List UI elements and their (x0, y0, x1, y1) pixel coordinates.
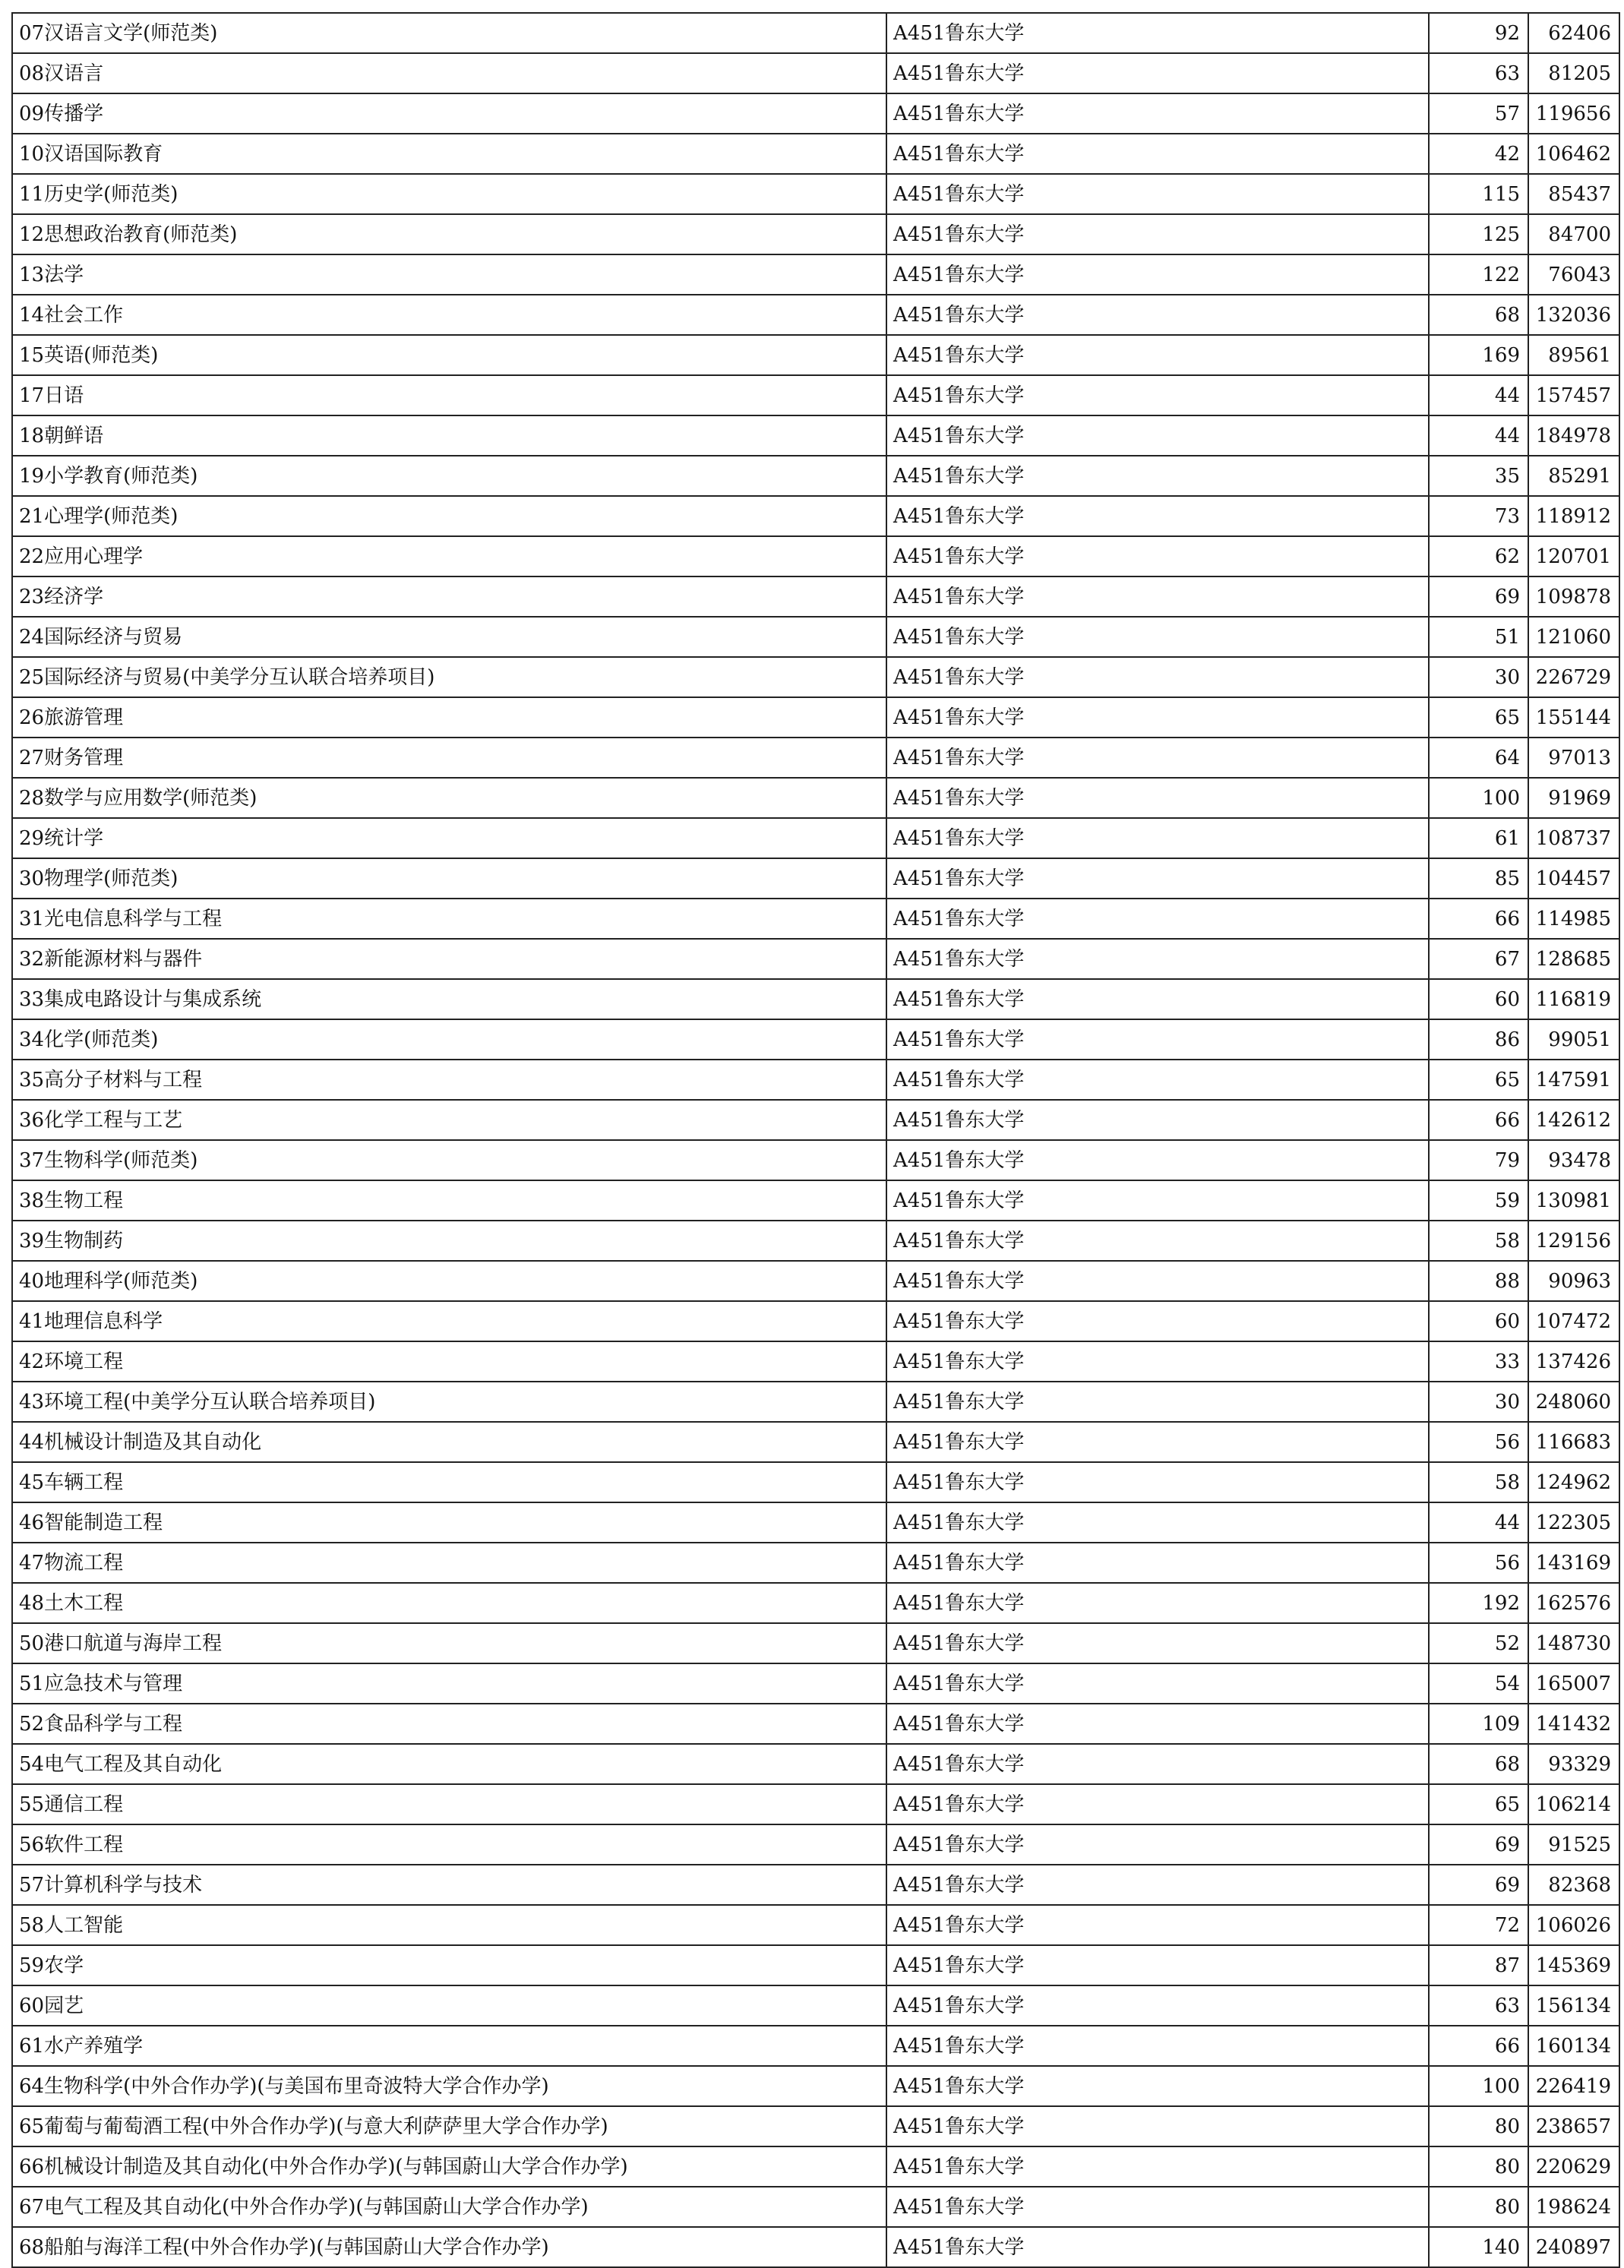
min-rank-cell: 145369 (1528, 1945, 1619, 1985)
school-cell: A451鲁东大学 (886, 174, 1429, 214)
plan-count-cell: 64 (1429, 738, 1528, 778)
min-rank-cell: 82368 (1528, 1865, 1619, 1905)
major-cell: 25国际经济与贸易(中美学分互认联合培养项目) (12, 657, 886, 697)
school-cell: A451鲁东大学 (886, 93, 1429, 134)
school-cell: A451鲁东大学 (886, 536, 1429, 576)
school-cell: A451鲁东大学 (886, 858, 1429, 899)
school-cell: A451鲁东大学 (886, 375, 1429, 415)
major-cell: 12思想政治教育(师范类) (12, 214, 886, 254)
major-cell: 14社会工作 (12, 295, 886, 335)
table-row (12, 576, 1619, 617)
major-cell: 56软件工程 (12, 1824, 886, 1865)
min-rank-cell: 114985 (1528, 899, 1619, 939)
major-cell: 19小学教育(师范类) (12, 456, 886, 496)
table-row (12, 254, 1619, 295)
major-cell: 17日语 (12, 375, 886, 415)
major-cell: 10汉语国际教育 (12, 134, 886, 174)
min-rank-cell: 162576 (1528, 1583, 1619, 1623)
major-cell: 26旅游管理 (12, 697, 886, 738)
major-cell: 55通信工程 (12, 1784, 886, 1824)
table-row (12, 697, 1619, 738)
school-cell: A451鲁东大学 (886, 214, 1429, 254)
min-rank-cell: 141432 (1528, 1704, 1619, 1744)
school-cell: A451鲁东大学 (886, 415, 1429, 456)
table-row (12, 295, 1619, 335)
plan-count-cell: 122 (1429, 254, 1528, 295)
min-rank-cell: 157457 (1528, 375, 1619, 415)
min-rank-cell: 91969 (1528, 778, 1619, 818)
school-cell: A451鲁东大学 (886, 1583, 1429, 1623)
table-row (12, 13, 1619, 53)
plan-count-cell: 100 (1429, 2066, 1528, 2106)
plan-count-cell: 169 (1429, 335, 1528, 375)
school-cell: A451鲁东大学 (886, 1824, 1429, 1865)
plan-count-cell: 86 (1429, 1019, 1528, 1060)
major-cell: 22应用心理学 (12, 536, 886, 576)
table-row (12, 1583, 1619, 1623)
school-cell: A451鲁东大学 (886, 939, 1429, 979)
table-row (12, 134, 1619, 174)
table-row (12, 2026, 1619, 2066)
major-cell: 57计算机科学与技术 (12, 1865, 886, 1905)
min-rank-cell: 137426 (1528, 1341, 1619, 1382)
school-cell: A451鲁东大学 (886, 1985, 1429, 2026)
school-cell: A451鲁东大学 (886, 1341, 1429, 1382)
plan-count-cell: 65 (1429, 1784, 1528, 1824)
school-cell: A451鲁东大学 (886, 1140, 1429, 1180)
plan-count-cell: 63 (1429, 1985, 1528, 2026)
school-cell: A451鲁东大学 (886, 456, 1429, 496)
table-row (12, 979, 1619, 1019)
school-cell: A451鲁东大学 (886, 1865, 1429, 1905)
plan-count-cell: 58 (1429, 1221, 1528, 1261)
plan-count-cell: 73 (1429, 496, 1528, 536)
plan-count-cell: 125 (1429, 214, 1528, 254)
school-cell: A451鲁东大学 (886, 254, 1429, 295)
table-row (12, 415, 1619, 456)
table-row (12, 214, 1619, 254)
min-rank-cell: 93329 (1528, 1744, 1619, 1784)
table-row (12, 818, 1619, 858)
min-rank-cell: 89561 (1528, 335, 1619, 375)
min-rank-cell: 85291 (1528, 456, 1619, 496)
table-row (12, 2227, 1619, 2267)
plan-count-cell: 92 (1429, 13, 1528, 53)
school-cell: A451鲁东大学 (886, 697, 1429, 738)
plan-count-cell: 58 (1429, 1462, 1528, 1502)
major-cell: 24国际经济与贸易 (12, 617, 886, 657)
plan-count-cell: 30 (1429, 657, 1528, 697)
plan-count-cell: 65 (1429, 697, 1528, 738)
table-row (12, 657, 1619, 697)
major-cell: 54电气工程及其自动化 (12, 1744, 886, 1784)
table-row (12, 2106, 1619, 2146)
school-cell: A451鲁东大学 (886, 1019, 1429, 1060)
min-rank-cell: 108737 (1528, 818, 1619, 858)
table-row (12, 1261, 1619, 1301)
table-row (12, 1060, 1619, 1100)
school-cell: A451鲁东大学 (886, 2227, 1429, 2267)
school-cell: A451鲁东大学 (886, 1623, 1429, 1663)
plan-count-cell: 85 (1429, 858, 1528, 899)
min-rank-cell: 116683 (1528, 1422, 1619, 1462)
major-cell: 35高分子材料与工程 (12, 1060, 886, 1100)
table-row (12, 53, 1619, 93)
plan-count-cell: 66 (1429, 2026, 1528, 2066)
school-cell: A451鲁东大学 (886, 1543, 1429, 1583)
school-cell: A451鲁东大学 (886, 899, 1429, 939)
major-cell: 36化学工程与工艺 (12, 1100, 886, 1140)
plan-count-cell: 87 (1429, 1945, 1528, 1985)
school-cell: A451鲁东大学 (886, 53, 1429, 93)
plan-count-cell: 59 (1429, 1180, 1528, 1221)
table-row (12, 1140, 1619, 1180)
min-rank-cell: 84700 (1528, 214, 1619, 254)
plan-count-cell: 66 (1429, 1100, 1528, 1140)
major-cell: 37生物科学(师范类) (12, 1140, 886, 1180)
school-cell: A451鲁东大学 (886, 2187, 1429, 2227)
school-cell: A451鲁东大学 (886, 1945, 1429, 1985)
major-cell: 38生物工程 (12, 1180, 886, 1221)
table-row (12, 899, 1619, 939)
school-cell: A451鲁东大学 (886, 818, 1429, 858)
min-rank-cell: 226419 (1528, 2066, 1619, 2106)
min-rank-cell: 220629 (1528, 2146, 1619, 2187)
min-rank-cell: 142612 (1528, 1100, 1619, 1140)
school-cell: A451鲁东大学 (886, 1180, 1429, 1221)
major-cell: 18朝鲜语 (12, 415, 886, 456)
min-rank-cell: 238657 (1528, 2106, 1619, 2146)
school-cell: A451鲁东大学 (886, 1382, 1429, 1422)
min-rank-cell: 156134 (1528, 1985, 1619, 2026)
plan-count-cell: 56 (1429, 1422, 1528, 1462)
major-cell: 59农学 (12, 1945, 886, 1985)
table-row (12, 1784, 1619, 1824)
plan-count-cell: 68 (1429, 1744, 1528, 1784)
plan-count-cell: 57 (1429, 93, 1528, 134)
school-cell: A451鲁东大学 (886, 1462, 1429, 1502)
plan-count-cell: 54 (1429, 1663, 1528, 1704)
plan-count-cell: 69 (1429, 576, 1528, 617)
table-row (12, 1865, 1619, 1905)
school-cell: A451鲁东大学 (886, 1663, 1429, 1704)
plan-count-cell: 109 (1429, 1704, 1528, 1744)
table-row (12, 1945, 1619, 1985)
school-cell: A451鲁东大学 (886, 979, 1429, 1019)
plan-count-cell: 60 (1429, 979, 1528, 1019)
plan-count-cell: 44 (1429, 375, 1528, 415)
plan-count-cell: 35 (1429, 456, 1528, 496)
school-cell: A451鲁东大学 (886, 1905, 1429, 1945)
table-row (12, 375, 1619, 415)
min-rank-cell: 107472 (1528, 1301, 1619, 1341)
admission-table (11, 12, 1620, 2268)
major-cell: 23经济学 (12, 576, 886, 617)
major-cell: 52食品科学与工程 (12, 1704, 886, 1744)
school-cell: A451鲁东大学 (886, 1221, 1429, 1261)
major-cell: 68船舶与海洋工程(中外合作办学)(与韩国蔚山大学合作办学) (12, 2227, 886, 2267)
table-row (12, 1180, 1619, 1221)
plan-count-cell: 63 (1429, 53, 1528, 93)
table-row (12, 2066, 1619, 2106)
major-cell: 64生物科学(中外合作办学)(与美国布里奇波特大学合作办学) (12, 2066, 886, 2106)
table-row (12, 1905, 1619, 1945)
plan-count-cell: 68 (1429, 295, 1528, 335)
school-cell: A451鲁东大学 (886, 778, 1429, 818)
table-row (12, 335, 1619, 375)
min-rank-cell: 116819 (1528, 979, 1619, 1019)
table-row (12, 536, 1619, 576)
school-cell: A451鲁东大学 (886, 1422, 1429, 1462)
major-cell: 58人工智能 (12, 1905, 886, 1945)
school-cell: A451鲁东大学 (886, 1261, 1429, 1301)
min-rank-cell: 104457 (1528, 858, 1619, 899)
min-rank-cell: 119656 (1528, 93, 1619, 134)
school-cell: A451鲁东大学 (886, 13, 1429, 53)
major-cell: 39生物制药 (12, 1221, 886, 1261)
min-rank-cell: 184978 (1528, 415, 1619, 456)
school-cell: A451鲁东大学 (886, 134, 1429, 174)
plan-count-cell: 140 (1429, 2227, 1528, 2267)
major-cell: 28数学与应用数学(师范类) (12, 778, 886, 818)
major-cell: 33集成电路设计与集成系统 (12, 979, 886, 1019)
plan-count-cell: 67 (1429, 939, 1528, 979)
min-rank-cell: 240897 (1528, 2227, 1619, 2267)
major-cell: 21心理学(师范类) (12, 496, 886, 536)
min-rank-cell: 128685 (1528, 939, 1619, 979)
table-row (12, 1341, 1619, 1382)
min-rank-cell: 121060 (1528, 617, 1619, 657)
min-rank-cell: 129156 (1528, 1221, 1619, 1261)
min-rank-cell: 91525 (1528, 1824, 1619, 1865)
min-rank-cell: 120701 (1528, 536, 1619, 576)
plan-count-cell: 62 (1429, 536, 1528, 576)
plan-count-cell: 79 (1429, 1140, 1528, 1180)
major-cell: 43环境工程(中美学分互认联合培养项目) (12, 1382, 886, 1422)
min-rank-cell: 248060 (1528, 1382, 1619, 1422)
plan-count-cell: 66 (1429, 899, 1528, 939)
table-row (12, 617, 1619, 657)
major-cell: 65葡萄与葡萄酒工程(中外合作办学)(与意大利萨萨里大学合作办学) (12, 2106, 886, 2146)
min-rank-cell: 226729 (1528, 657, 1619, 697)
major-cell: 47物流工程 (12, 1543, 886, 1583)
major-cell: 32新能源材料与器件 (12, 939, 886, 979)
plan-count-cell: 56 (1429, 1543, 1528, 1583)
school-cell: A451鲁东大学 (886, 1704, 1429, 1744)
table-row (12, 1623, 1619, 1663)
plan-count-cell: 44 (1429, 415, 1528, 456)
major-cell: 15英语(师范类) (12, 335, 886, 375)
table-row (12, 1382, 1619, 1422)
min-rank-cell: 155144 (1528, 697, 1619, 738)
min-rank-cell: 81205 (1528, 53, 1619, 93)
school-cell: A451鲁东大学 (886, 2146, 1429, 2187)
min-rank-cell: 147591 (1528, 1060, 1619, 1100)
min-rank-cell: 130981 (1528, 1180, 1619, 1221)
table-row (12, 1663, 1619, 1704)
table-row (12, 1502, 1619, 1543)
table-row (12, 496, 1619, 536)
major-cell: 09传播学 (12, 93, 886, 134)
min-rank-cell: 198624 (1528, 2187, 1619, 2227)
school-cell: A451鲁东大学 (886, 1502, 1429, 1543)
plan-count-cell: 60 (1429, 1301, 1528, 1341)
major-cell: 29统计学 (12, 818, 886, 858)
major-cell: 13法学 (12, 254, 886, 295)
table-row (12, 1422, 1619, 1462)
plan-count-cell: 115 (1429, 174, 1528, 214)
major-cell: 45车辆工程 (12, 1462, 886, 1502)
plan-count-cell: 51 (1429, 617, 1528, 657)
major-cell: 11历史学(师范类) (12, 174, 886, 214)
table-row (12, 2146, 1619, 2187)
major-cell: 34化学(师范类) (12, 1019, 886, 1060)
table-row (12, 1221, 1619, 1261)
major-cell: 46智能制造工程 (12, 1502, 886, 1543)
plan-count-cell: 42 (1429, 134, 1528, 174)
table-row (12, 2187, 1619, 2227)
min-rank-cell: 160134 (1528, 2026, 1619, 2066)
major-cell: 31光电信息科学与工程 (12, 899, 886, 939)
school-cell: A451鲁东大学 (886, 1100, 1429, 1140)
table-row (12, 858, 1619, 899)
school-cell: A451鲁东大学 (886, 738, 1429, 778)
min-rank-cell: 106462 (1528, 134, 1619, 174)
major-cell: 67电气工程及其自动化(中外合作办学)(与韩国蔚山大学合作办学) (12, 2187, 886, 2227)
plan-count-cell: 30 (1429, 1382, 1528, 1422)
major-cell: 61水产养殖学 (12, 2026, 886, 2066)
plan-count-cell: 65 (1429, 1060, 1528, 1100)
min-rank-cell: 90963 (1528, 1261, 1619, 1301)
table-row (12, 174, 1619, 214)
min-rank-cell: 62406 (1528, 13, 1619, 53)
table-row (12, 1019, 1619, 1060)
school-cell: A451鲁东大学 (886, 295, 1429, 335)
table-row (12, 738, 1619, 778)
table-row (12, 1744, 1619, 1784)
min-rank-cell: 97013 (1528, 738, 1619, 778)
min-rank-cell: 106026 (1528, 1905, 1619, 1945)
min-rank-cell: 124962 (1528, 1462, 1619, 1502)
table-row (12, 1704, 1619, 1744)
table-row (12, 778, 1619, 818)
major-cell: 48土木工程 (12, 1583, 886, 1623)
major-cell: 30物理学(师范类) (12, 858, 886, 899)
min-rank-cell: 85437 (1528, 174, 1619, 214)
school-cell: A451鲁东大学 (886, 2066, 1429, 2106)
plan-count-cell: 80 (1429, 2146, 1528, 2187)
table-row (12, 456, 1619, 496)
min-rank-cell: 148730 (1528, 1623, 1619, 1663)
plan-count-cell: 33 (1429, 1341, 1528, 1382)
min-rank-cell: 109878 (1528, 576, 1619, 617)
major-cell: 44机械设计制造及其自动化 (12, 1422, 886, 1462)
plan-count-cell: 52 (1429, 1623, 1528, 1663)
plan-count-cell: 44 (1429, 1502, 1528, 1543)
plan-count-cell: 72 (1429, 1905, 1528, 1945)
table-row (12, 1301, 1619, 1341)
table-row (12, 1824, 1619, 1865)
major-cell: 08汉语言 (12, 53, 886, 93)
table-row (12, 1985, 1619, 2026)
major-cell: 60园艺 (12, 1985, 886, 2026)
table-row (12, 1543, 1619, 1583)
major-cell: 40地理科学(师范类) (12, 1261, 886, 1301)
major-cell: 27财务管理 (12, 738, 886, 778)
major-cell: 51应急技术与管理 (12, 1663, 886, 1704)
plan-count-cell: 69 (1429, 1824, 1528, 1865)
school-cell: A451鲁东大学 (886, 2106, 1429, 2146)
school-cell: A451鲁东大学 (886, 1784, 1429, 1824)
plan-count-cell: 192 (1429, 1583, 1528, 1623)
school-cell: A451鲁东大学 (886, 617, 1429, 657)
table-row (12, 1462, 1619, 1502)
major-cell: 42环境工程 (12, 1341, 886, 1382)
min-rank-cell: 143169 (1528, 1543, 1619, 1583)
min-rank-cell: 118912 (1528, 496, 1619, 536)
min-rank-cell: 165007 (1528, 1663, 1619, 1704)
table-row (12, 93, 1619, 134)
min-rank-cell: 99051 (1528, 1019, 1619, 1060)
school-cell: A451鲁东大学 (886, 1744, 1429, 1784)
admission-table-body (12, 13, 1619, 2267)
min-rank-cell: 132036 (1528, 295, 1619, 335)
min-rank-cell: 93478 (1528, 1140, 1619, 1180)
school-cell: A451鲁东大学 (886, 2026, 1429, 2066)
plan-count-cell: 61 (1429, 818, 1528, 858)
major-cell: 66机械设计制造及其自动化(中外合作办学)(与韩国蔚山大学合作办学) (12, 2146, 886, 2187)
min-rank-cell: 106214 (1528, 1784, 1619, 1824)
min-rank-cell: 76043 (1528, 254, 1619, 295)
plan-count-cell: 100 (1429, 778, 1528, 818)
major-cell: 50港口航道与海岸工程 (12, 1623, 886, 1663)
school-cell: A451鲁东大学 (886, 496, 1429, 536)
table-row (12, 1100, 1619, 1140)
plan-count-cell: 80 (1429, 2106, 1528, 2146)
plan-count-cell: 88 (1429, 1261, 1528, 1301)
table-row (12, 939, 1619, 979)
min-rank-cell: 122305 (1528, 1502, 1619, 1543)
plan-count-cell: 69 (1429, 1865, 1528, 1905)
school-cell: A451鲁东大学 (886, 657, 1429, 697)
school-cell: A451鲁东大学 (886, 576, 1429, 617)
school-cell: A451鲁东大学 (886, 1301, 1429, 1341)
major-cell: 07汉语言文学(师范类) (12, 13, 886, 53)
plan-count-cell: 80 (1429, 2187, 1528, 2227)
school-cell: A451鲁东大学 (886, 335, 1429, 375)
school-cell: A451鲁东大学 (886, 1060, 1429, 1100)
major-cell: 41地理信息科学 (12, 1301, 886, 1341)
